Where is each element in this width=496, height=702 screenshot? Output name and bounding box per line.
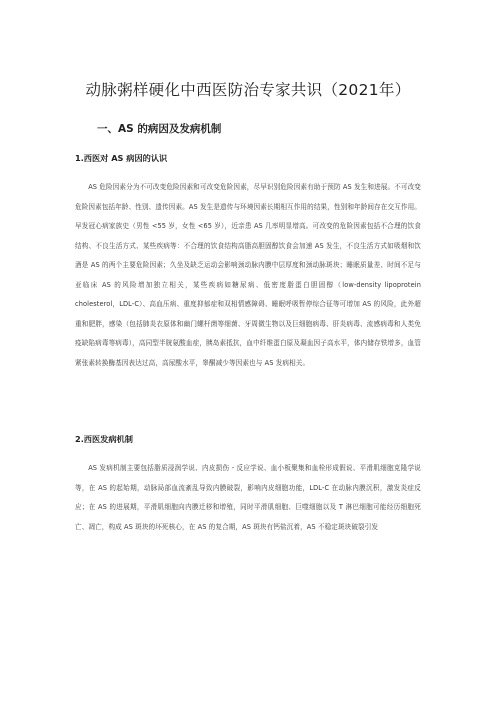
document-title: 动脉粥样硬化中西医防治专家共识（2021年） [85, 81, 411, 99]
subsection-heading-mechanism: 2.西医发病机制 [75, 434, 133, 444]
subsection-heading-causes: 1.西医对 AS 病因的认识 [75, 153, 168, 163]
paragraph-causes: AS 危险因素分为不可改变危险因素和可改变危险因素，尽早识别危险因素有助于预防 AS 发生和进展。不可改变危险因素包括年龄、性别、遗传因素。AS 发生是遗传与环境因素长期相互作用的结果，性别和年龄间存在交互作用。早发冠心病家族史（男性 <55 岁，女性 <65 岁），近亲患 AS 几率明显增高。可改变的危险因素包括不合理的饮食结构、不良生活方式、某些疾病等：不合理的饮食结构高脂高胆固醇饮食会加速 AS 发生，不良生活方式如吸烟和饮酒是 AS 的两个主要危险因素；久坐及缺乏运动会影响颈动脉内膜中层厚度和颈动脉斑块；睡眠质量差、时间不足与亚临床 AS 的风险增加独立相关，某些疾病如糖尿病、低密度脂蛋白胆固醇（low-density lipoprotein cholesterol，LDL-C）、高血压病、重度抑郁症和双相情感障碍、睡眠呼吸暂停综合征等可增加 AS 的风险，此外超重和肥胖，感染（包括肺炎衣原体和幽门螺杆菌等细菌、牙周微生物以及巨细胞病毒、肝炎病毒、流感病毒和人类免疫缺陷病毒等病毒），高同型半胱氨酸血症，胰岛素抵抗，血中纤维蛋白原及凝血因子高水平，体内储存铁增多，血管紧张素转换酶基因表达过高，高尿酸水平，睾酮减少等因素也与 AS 发病相关。 [75, 183, 421, 367]
section-heading: 一、AS 的病因及发病机制 [97, 123, 222, 135]
paragraph-mechanism: AS 发病机制主要包括脂质浸润学说、内皮损伤 - 反应学说、血小板聚集和血栓形成假说、平滑肌细胞克隆学说等，在 AS 的起始期，动脉局部血流紊乱导致内膜破裂，影响内皮细胞功能，LDL-C 在动脉内膜沉积，激发炎症反应；在 AS 的进展期，平滑肌细胞向内膜迁移和增殖，同时平滑肌细胞、巨噬细胞以及 T 淋巴细胞可能经历细胞死亡、凋亡，构成 AS 斑块的坏死核心，在 AS 的复合期，AS 斑块有钙盐沉着，AS 不稳定斑块破裂引发 [75, 464, 421, 531]
